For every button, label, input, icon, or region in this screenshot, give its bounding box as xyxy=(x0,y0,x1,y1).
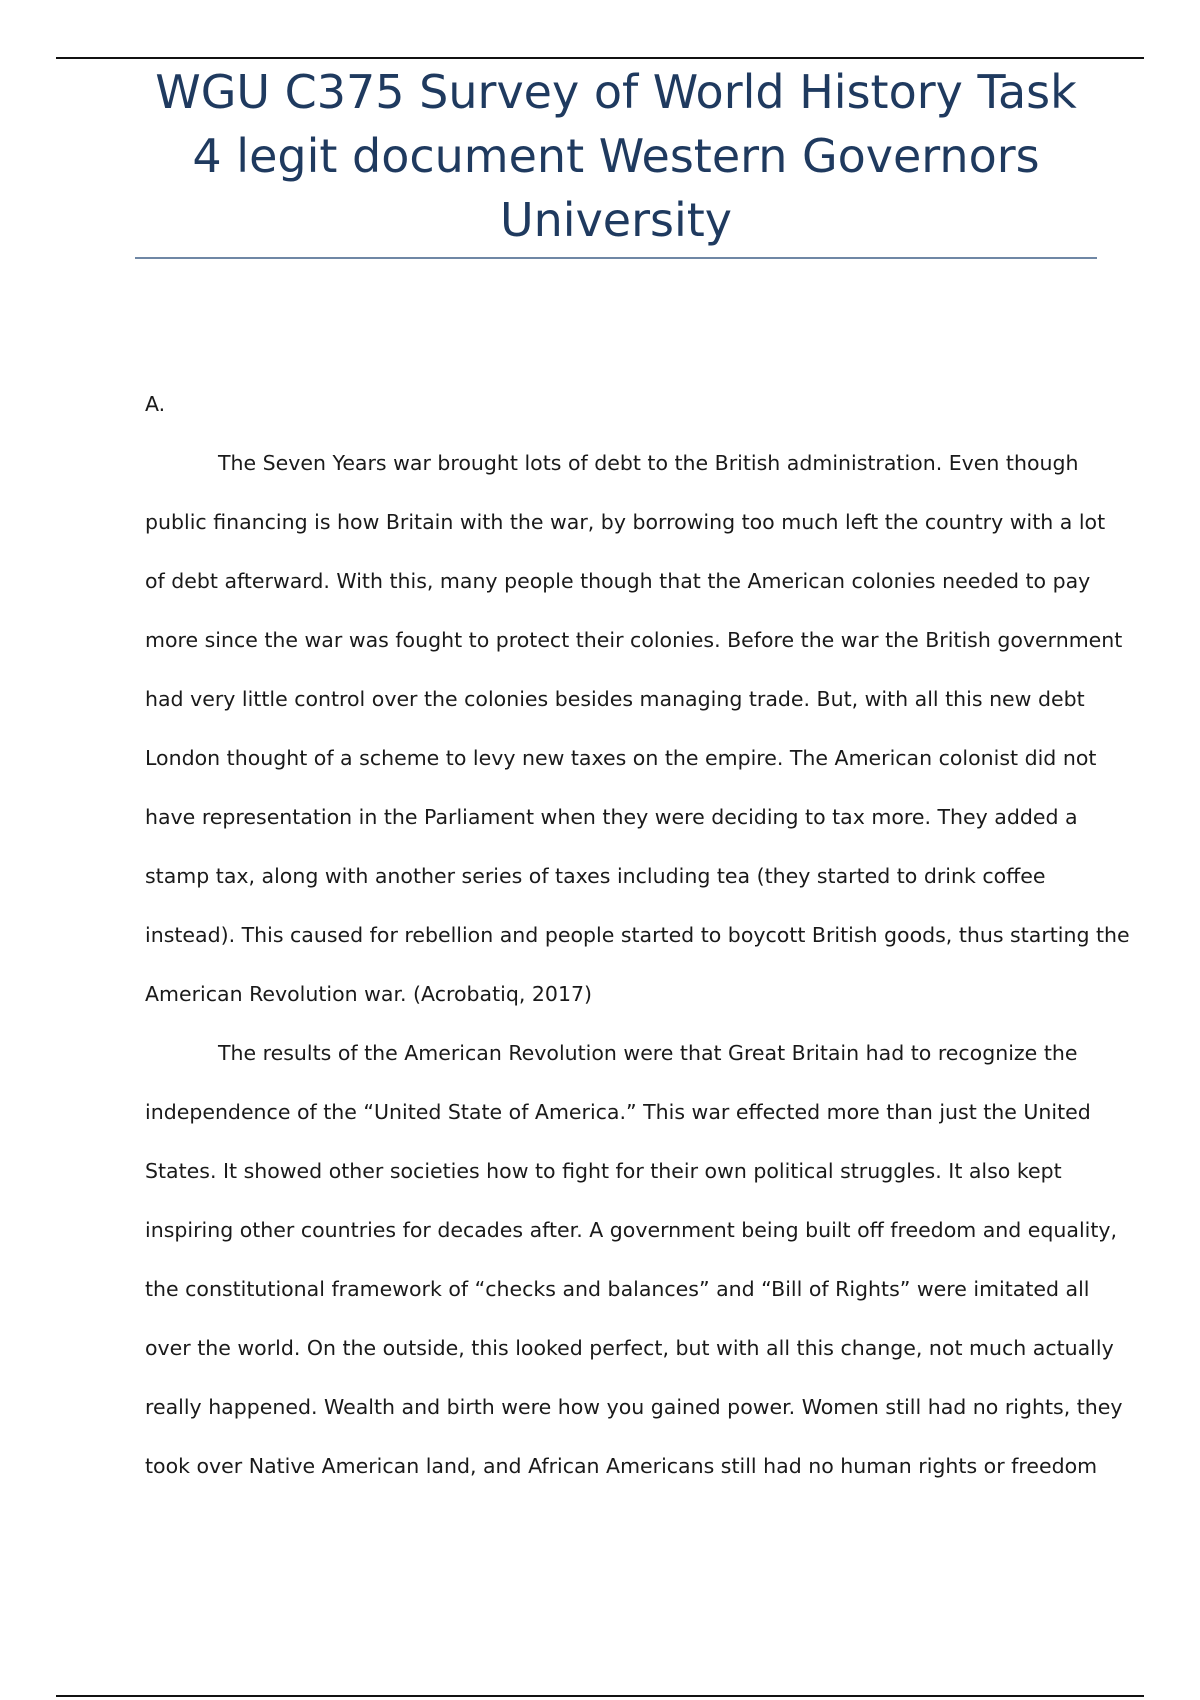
document-title: WGU C375 Survey of World History Task 4 legit document Western Governors University xyxy=(155,65,1077,247)
paragraph-line: The results of the American Revolution were that Great Britain had to recognize the xyxy=(218,1041,1078,1065)
paragraph-line: States. It showed other societies how to fight for their own political struggles. It also kept xyxy=(145,1159,1062,1183)
paragraph-line: public financing is how Britain with the war, by borrowing too much left the country with a lot xyxy=(145,510,1106,534)
paragraph-line: the constitutional framework of “checks and balances” and “Bill of Rights” were imitated all xyxy=(145,1277,1090,1301)
page-bottom-rule xyxy=(56,1695,1144,1697)
page-top-rule xyxy=(56,57,1144,59)
paragraph-line: The Seven Years war brought lots of debt to the British administration. Even though xyxy=(218,451,1079,475)
title-underline xyxy=(135,257,1097,259)
paragraph-line: really happened. Wealth and birth were how you gained power. Women still had no rights, they xyxy=(145,1395,1123,1419)
paragraph-1 xyxy=(145,434,1130,1024)
paragraph-line: of debt afterward. With this, many people though that the American colonies needed to pay xyxy=(145,569,1091,593)
paragraph-line: independence of the “United State of America.” This war effected more than just the United xyxy=(145,1100,1091,1124)
paragraph-line: American Revolution war. (Acrobatiq, 2017) xyxy=(145,982,593,1006)
section-label: A. xyxy=(145,392,166,416)
paragraph-line: more since the war was fought to protect their colonies. Before the war the British government xyxy=(145,628,1123,652)
paragraph-line: inspiring other countries for decades after. A government being built off freedom and equality, xyxy=(145,1218,1118,1242)
paragraph-line: took over Native American land, and African Americans still had no human rights or freedom xyxy=(145,1454,1098,1478)
paragraph-line: London thought of a scheme to levy new taxes on the empire. The American colonist did not xyxy=(145,746,1097,770)
paragraph-line: had very little control over the colonies besides managing trade. But, with all this new debt xyxy=(145,687,1085,711)
document-body xyxy=(145,375,1130,1496)
paragraph-line: over the world. On the outside, this looked perfect, but with all this change, not much actually xyxy=(145,1336,1114,1360)
paragraph-2 xyxy=(145,1024,1123,1496)
paragraph-line: instead). This caused for rebellion and people started to boycott British goods, thus starting the xyxy=(145,923,1130,947)
paragraph-line: stamp tax, along with another series of taxes including tea (they started to drink coffee xyxy=(145,864,1046,888)
paragraph-line: have representation in the Parliament when they were deciding to tax more. They added a xyxy=(145,805,1078,829)
